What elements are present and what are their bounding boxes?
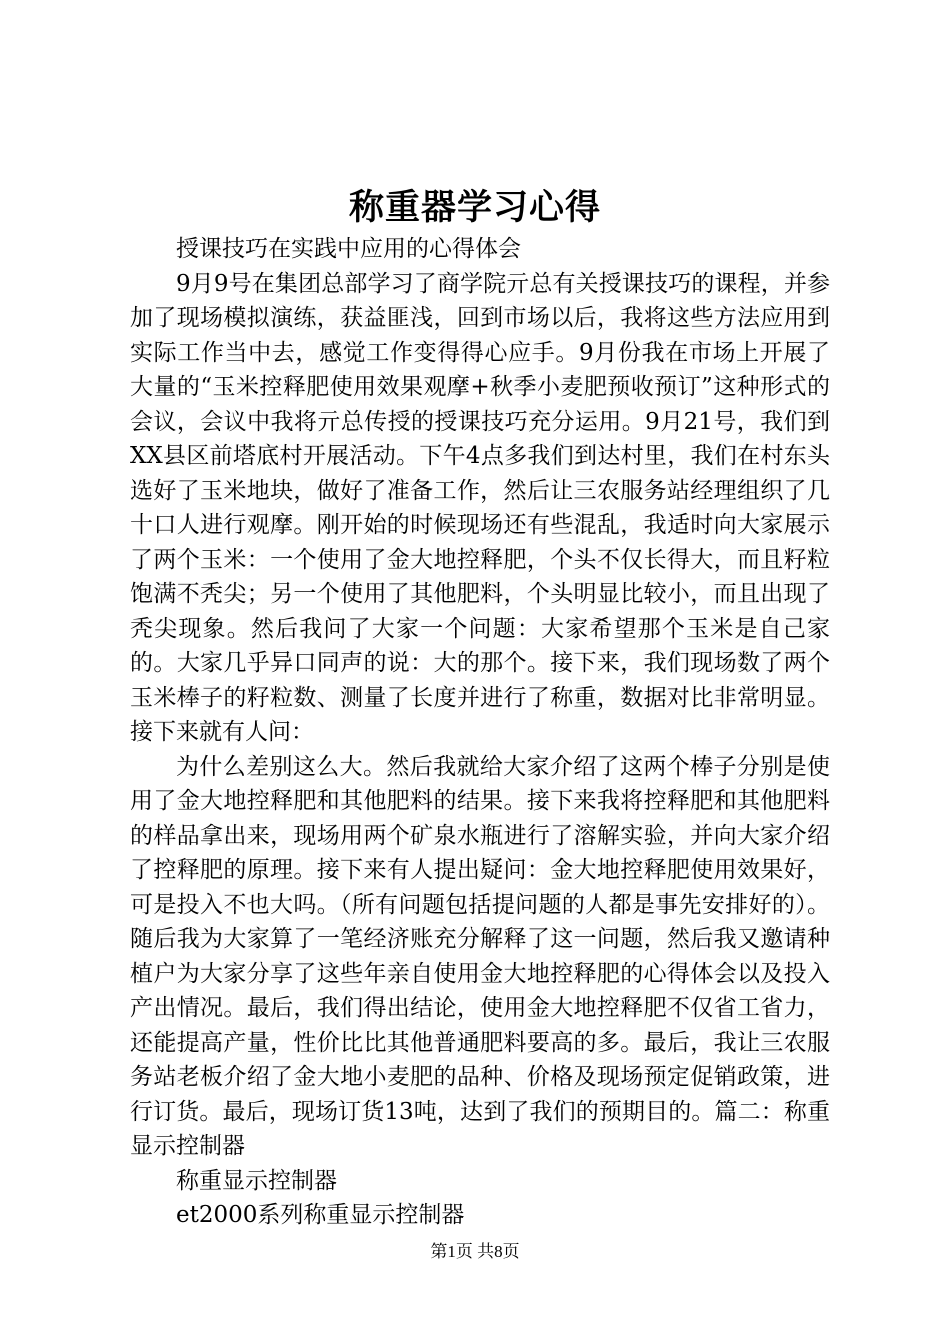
paragraph-subtitle: 授课技巧在实践中应用的心得体会	[176, 236, 521, 262]
paragraph: 为什么差别这么大。然后我就给大家介绍了这两个棒子分别是使用了金大地控释肥和其他肥料的结果。接下来我将控释肥和其他肥料的样品拿出来，现场用两个矿泉水瓶进行了溶解实验，并向大家介绍了控释肥的原理。接下来有人提出疑问：金大地控释肥使用效果好，可是投入不也大吗。（所有问题包括提问题的人都是事先安排好的）。随后我为大家算了一笔经济账充分解释了这一问题，然后我又邀请种植户为大家分享了这些年亲自使用金大地控释肥的心得体会以及投入产出情况。最后，我们得出结论，使用金大地控释肥不仅省工省力，还能提高产量，性价比比其他普通肥料要高的多。最后，我让三农服务站老板介绍了金大地小麦肥的品种、价格及现场预定促销政策，进行订货。最后，现场订货13吨，达到了我们的预期目的。篇二：称重显示控制器	[130, 753, 830, 1159]
page-number-footer: 第1页 共8页	[430, 1242, 520, 1261]
paragraph: 9月9号在集团总部学习了商学院亓总有关授课技巧的课程，并参加了现场模拟演练，获益匪浅，回到市场以后，我将这些方法应用到实际工作当中去，感觉工作变得得心应手。9月份我在市场上开展了大量的“玉米控释肥使用效果观摩+秋季小麦肥预收预订”这种形式的会议，会议中我将亓总传授的授课技巧充分运用。9月21号，我们到XX县区前塔底村开展活动。下午4点多我们到达村里，我们在村东头选好了玉米地块，做好了准备工作，然后让三农服务站经理组织了几十口人进行观摩。刚开始的时候现场还有些混乱，我适时向大家展示了两个玉米：一个使用了金大地控释肥，个头不仅长得大，而且籽粒饱满不秃尖；另一个使用了其他肥料，个头明显比较小，而且出现了秃尖现象。然后我问了大家一个问题：大家希望那个玉米是自己家的。大家几乎异口同声的说：大的那个。接下来，我们现场数了两个玉米棒子的籽粒数、测量了长度并进行了称重，数据对比非常明显。接下来就有人问：	[130, 270, 830, 745]
paragraph-heading: 称重显示控制器	[176, 1167, 337, 1194]
page-title: 称重器学习心得	[348, 187, 601, 228]
document-body	[130, 232, 830, 1233]
paragraph-heading: et2000系列称重显示控制器	[176, 1202, 465, 1228]
